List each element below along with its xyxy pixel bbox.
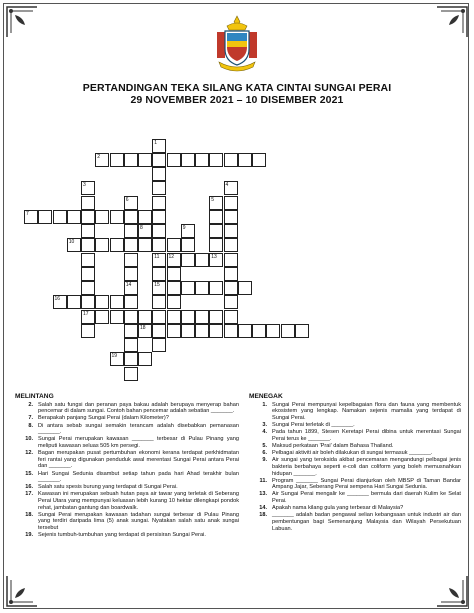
clue-text: Berapakah panjang Sungai Perai (dalam Kilometer)?: [38, 415, 169, 422]
clue-number: 18.: [25, 511, 33, 518]
across-clues: [15, 394, 239, 539]
grid-cell[interactable]: [224, 196, 238, 210]
grid-cell[interactable]: [110, 295, 124, 309]
grid-cell[interactable]: [124, 352, 138, 366]
grid-cell[interactable]: [53, 210, 67, 224]
clue-number: 8: [140, 225, 143, 231]
clue-number: 16: [54, 296, 61, 303]
grid-cell[interactable]: [81, 181, 95, 195]
clue-number: 2.: [28, 401, 33, 408]
puzzle-title: PERTANDINGAN TEKA SILANG KATA CINTAI SUNGAI PERAI: [82, 82, 392, 94]
grid-cell[interactable]: [124, 338, 138, 352]
grid-cell[interactable]: [110, 153, 124, 167]
grid-cell[interactable]: [181, 253, 195, 267]
grid-cell[interactable]: [81, 281, 95, 295]
grid-cell[interactable]: [238, 153, 252, 167]
grid-cell[interactable]: [167, 238, 181, 252]
grid-cell[interactable]: [224, 267, 238, 281]
grid-cell[interactable]: [209, 238, 223, 252]
grid-cell[interactable]: [124, 153, 138, 167]
clue-text: Bagan merupakan pusat pertumbuhan ekonomi kerana terdapat perkhidmatan feri rantai yang digunakan penduduk awal merentasi Sungai Perai antara Perai dan _______.: [38, 450, 239, 470]
grid-cell[interactable]: [67, 295, 81, 309]
grid-cell[interactable]: [209, 224, 223, 238]
down-clue: [249, 450, 461, 457]
grid-cell[interactable]: [266, 324, 280, 338]
grid-cell[interactable]: [252, 324, 266, 338]
clue-text: Sungai Perai terletak di _______.: [272, 421, 355, 428]
across-clue: [15, 471, 239, 484]
across-clue: [15, 402, 239, 415]
across-clue: [15, 491, 239, 511]
grid-cell[interactable]: [138, 310, 152, 324]
clue-number: 3: [83, 182, 86, 189]
clue-number: 5: [211, 196, 215, 203]
grid-cell[interactable]: [224, 181, 238, 195]
clue-number: 14.: [259, 505, 267, 512]
grid-cell[interactable]: [224, 238, 238, 252]
clue-text: Air sungai yang teroksida akibat pencemaran mengandungi pelbagai jenis bakteria berbahaya seperti e-coli dan coliform yang boleh memusnahkan hidupan _______.: [272, 457, 461, 477]
grid-cell[interactable]: [24, 210, 38, 224]
grid-cell[interactable]: [167, 310, 181, 324]
grid-cell[interactable]: [152, 295, 166, 309]
grid-cell[interactable]: [209, 310, 223, 324]
grid-cell[interactable]: [152, 196, 166, 210]
down-header: MENEGAK: [249, 393, 283, 400]
grid-cell[interactable]: [152, 224, 166, 238]
down-clues: [249, 394, 461, 533]
grid-cell[interactable]: [224, 210, 238, 224]
clue-number: 13: [211, 253, 217, 260]
clue-text: Di antara sebab sungai semakin terancam adalah disebabkan pemanasan _______.: [38, 422, 239, 436]
clue-number: 2: [97, 153, 101, 160]
across-clue: [15, 484, 239, 491]
grid-cell[interactable]: [152, 310, 166, 324]
grid-cell[interactable]: [138, 238, 152, 252]
grid-cell[interactable]: [181, 238, 195, 252]
grid-cell[interactable]: [167, 153, 181, 167]
clue-number: 4.: [262, 429, 267, 436]
clue-number: 6: [125, 196, 129, 203]
grid-cell[interactable]: [95, 153, 109, 167]
grid-cell[interactable]: [67, 210, 81, 224]
grid-cell[interactable]: [124, 224, 138, 238]
clue-number: 10: [68, 239, 75, 246]
grid-cell[interactable]: [152, 338, 166, 352]
grid-cell[interactable]: [252, 153, 266, 167]
clue-text: Kawasan ini merupakan sebuah hutan paya air tawar yang terletak di Seberang Perai Utara yang mempunyai keluasan lebih kurang 10 hektar dilengkapi pondok rehat, jambatan gantung dan boardwalk.: [38, 491, 239, 511]
grid-cell[interactable]: [181, 324, 195, 338]
clue-text: Air Sungai Perai mengalir ke _______ bermula dari daerah Kulim ke Selat Perai.: [272, 491, 461, 505]
grid-cell[interactable]: [81, 310, 95, 324]
grid-cell[interactable]: [195, 253, 209, 267]
grid-cell[interactable]: [209, 281, 223, 295]
clue-number: 19: [111, 353, 118, 360]
grid-cell[interactable]: [152, 281, 166, 295]
grid-cell[interactable]: [181, 224, 195, 238]
across-clue: [15, 423, 239, 436]
clue-text: Salah satu fungsi dan peranan paya bakau adalah berupaya menyerap bahan pencemar di dalam sungai. Contoh bahan pencemar adalah sebatian _______.: [38, 401, 239, 415]
clue-text: Sejenis tumbuh-tumbuhan yang terdapat di persisiran Sungai Perai.: [38, 532, 206, 539]
grid-cell[interactable]: [167, 281, 181, 295]
grid-cell[interactable]: [81, 196, 95, 210]
grid-cell[interactable]: [81, 253, 95, 267]
down-clue: [249, 512, 461, 532]
grid-cell[interactable]: [209, 324, 223, 338]
grid-cell[interactable]: [110, 210, 124, 224]
grid-cell[interactable]: [167, 253, 181, 267]
grid-cell[interactable]: [81, 238, 95, 252]
across-clue: [15, 436, 239, 449]
grid-cell[interactable]: [138, 224, 152, 238]
across-clue: [15, 532, 239, 539]
grid-cell[interactable]: [152, 324, 166, 338]
across-clue: [15, 512, 239, 532]
clue-text: Salah satu spesis burung yang terdapat di Sungai Perai.: [38, 484, 178, 491]
clue-number: 6.: [262, 450, 267, 457]
grid-cell[interactable]: [152, 210, 166, 224]
grid-cell[interactable]: [124, 324, 138, 338]
clue-number: 5.: [262, 442, 267, 449]
grid-cell[interactable]: [81, 267, 95, 281]
grid-cell[interactable]: [181, 153, 195, 167]
grid-cell[interactable]: [124, 281, 138, 295]
grid-cell[interactable]: [181, 281, 195, 295]
grid-cell[interactable]: [95, 238, 109, 252]
grid-cell[interactable]: [238, 324, 252, 338]
clue-number: 17: [83, 310, 89, 317]
grid-cell[interactable]: [138, 153, 152, 167]
clue-number: 12.: [25, 450, 33, 457]
grid-cell[interactable]: [195, 324, 209, 338]
grid-cell[interactable]: [224, 281, 238, 295]
down-clue: [249, 457, 461, 477]
grid-cell[interactable]: [81, 295, 95, 309]
grid-cell[interactable]: [152, 267, 166, 281]
puzzle-date: 29 NOVEMBER 2021 – 10 DISEMBER 2021: [130, 94, 344, 106]
grid-cell[interactable]: [95, 210, 109, 224]
grid-cell[interactable]: [152, 153, 166, 167]
grid-cell[interactable]: [152, 238, 166, 252]
grid-cell[interactable]: [124, 210, 138, 224]
clue-text: Program _______ Sungai Perai dianjurkan oleh MBSP di Taman Bandar Ampang Jajar, Seberang Perai sempena Hari Sungai Sedunia.: [272, 477, 461, 491]
grid-cell[interactable]: [224, 295, 238, 309]
clue-text: Pelbagai aktiviti air boleh dilakukan di sungai termasuk _______.: [272, 450, 433, 457]
clue-number: 11: [154, 253, 160, 260]
clue-number: 14: [125, 282, 132, 288]
clue-number: 18.: [259, 512, 267, 519]
grid-cell[interactable]: [95, 310, 109, 324]
down-clue: [249, 478, 461, 491]
grid-cell[interactable]: [167, 324, 181, 338]
grid-cell[interactable]: [167, 295, 181, 309]
grid-cell[interactable]: [224, 253, 238, 267]
grid-cell[interactable]: [124, 310, 138, 324]
grid-cell[interactable]: [95, 295, 109, 309]
clue-number: 3.: [262, 421, 267, 428]
clue-number: 19.: [25, 532, 33, 539]
grid-cell[interactable]: [53, 295, 67, 309]
grid-cell[interactable]: [124, 367, 138, 381]
grid-cell[interactable]: [209, 253, 223, 267]
clue-text: Sungai Perai merupakan kawasan _______ terbesar di Pulau Pinang yang meliputi kawasan seluas 505 km persegi.: [38, 436, 239, 449]
grid-cell[interactable]: [152, 181, 166, 195]
clue-text: Pada tahun 1899, Stesen Keretapi Perai dibina untuk merentasi Sungai Perai terus ke _______.: [272, 429, 461, 442]
clue-number: 9: [182, 225, 186, 231]
clue-text: Hari Sungai Sedunia disambut setiap tahun pada hari Ahad terakhir bulan _______.: [38, 470, 239, 484]
grid-cell[interactable]: [138, 210, 152, 224]
grid-cell[interactable]: [67, 238, 81, 252]
clue-number: 9.: [262, 457, 267, 464]
grid-cell[interactable]: [110, 352, 124, 366]
clue-number: 10.: [25, 436, 33, 443]
clue-number: 15: [154, 282, 160, 288]
clue-text: Maksud perkataan 'Prai' dalam Bahasa Thailand.: [272, 442, 394, 449]
grid-cell[interactable]: [224, 310, 238, 324]
grid-cell[interactable]: [38, 210, 52, 224]
grid-cell[interactable]: [167, 267, 181, 281]
grid-cell[interactable]: [224, 153, 238, 167]
clue-number: 1.: [262, 401, 267, 408]
grid-cell[interactable]: [195, 153, 209, 167]
clue-text: Sungai Perai mempunyai kepelbagaian flora dan fauna yang membentuk ekosistem yang lengkap. Namakan sejenis mamalia yang terdapat di Sungai Perai.: [272, 401, 461, 421]
grid-cell[interactable]: [209, 210, 223, 224]
clue-text: Sungai Perai merupakan kawasan tadahan sungai terbesar di Pulau Pinang yang terdiri daripada lima (5) anak sungai. Nyatakan salah satu anak sungai tersebut: [38, 511, 239, 532]
clue-number: 13.: [259, 491, 267, 498]
clue-number: 8.: [28, 422, 33, 429]
clue-text: _______ adalah badan pengawal selian kebangsaan untuk industri air dan pembentungan bagi Semenanjung Malaysia dan Wilayah Persekutuan Labuan.: [272, 512, 461, 532]
down-clue: [249, 429, 461, 442]
down-clue: [249, 402, 461, 422]
across-clue: [15, 415, 239, 422]
clue-number: 15.: [25, 470, 33, 477]
down-clue: [249, 443, 461, 450]
clue-number: 1: [154, 139, 158, 146]
grid-cell[interactable]: [238, 281, 252, 295]
grid-cell[interactable]: [81, 324, 95, 338]
clue-number: 11.: [259, 477, 267, 484]
grid-cell[interactable]: [224, 224, 238, 238]
grid-cell[interactable]: [181, 310, 195, 324]
grid-cell[interactable]: [138, 324, 152, 338]
clue-number: 16.: [25, 484, 33, 491]
grid-cell[interactable]: [152, 253, 166, 267]
grid-cell[interactable]: [152, 167, 166, 181]
grid-cell[interactable]: [124, 295, 138, 309]
clue-number: 7: [26, 210, 29, 217]
clue-number: 17.: [25, 491, 33, 498]
grid-cell[interactable]: [195, 310, 209, 324]
across-clue: [15, 450, 239, 470]
clue-number: 7.: [28, 415, 33, 422]
down-clue: [249, 422, 461, 429]
grid-cell[interactable]: [124, 238, 138, 252]
grid-cell[interactable]: [209, 153, 223, 167]
down-clue: [249, 491, 461, 504]
grid-cell[interactable]: [152, 139, 166, 153]
grid-cell[interactable]: [281, 324, 295, 338]
grid-cell[interactable]: [110, 238, 124, 252]
grid-cell[interactable]: [295, 324, 309, 338]
grid-cell[interactable]: [124, 253, 138, 267]
grid-cell[interactable]: [81, 224, 95, 238]
across-header: MELINTANG: [15, 393, 54, 400]
grid-cell[interactable]: [110, 310, 124, 324]
grid-cell[interactable]: [81, 210, 95, 224]
grid-cell[interactable]: [224, 324, 238, 338]
down-clue: [249, 505, 461, 512]
grid-cell[interactable]: [124, 267, 138, 281]
clue-number: 4: [225, 182, 229, 189]
clue-text: Apakah nama kilang gula yang terbesar di Malaysia?: [272, 505, 404, 512]
grid-cell[interactable]: [138, 352, 152, 366]
clue-number: 12: [168, 253, 175, 260]
grid-cell[interactable]: [209, 196, 223, 210]
clue-number: 18: [140, 324, 146, 331]
grid-cell[interactable]: [195, 281, 209, 295]
grid-cell[interactable]: [124, 196, 138, 210]
